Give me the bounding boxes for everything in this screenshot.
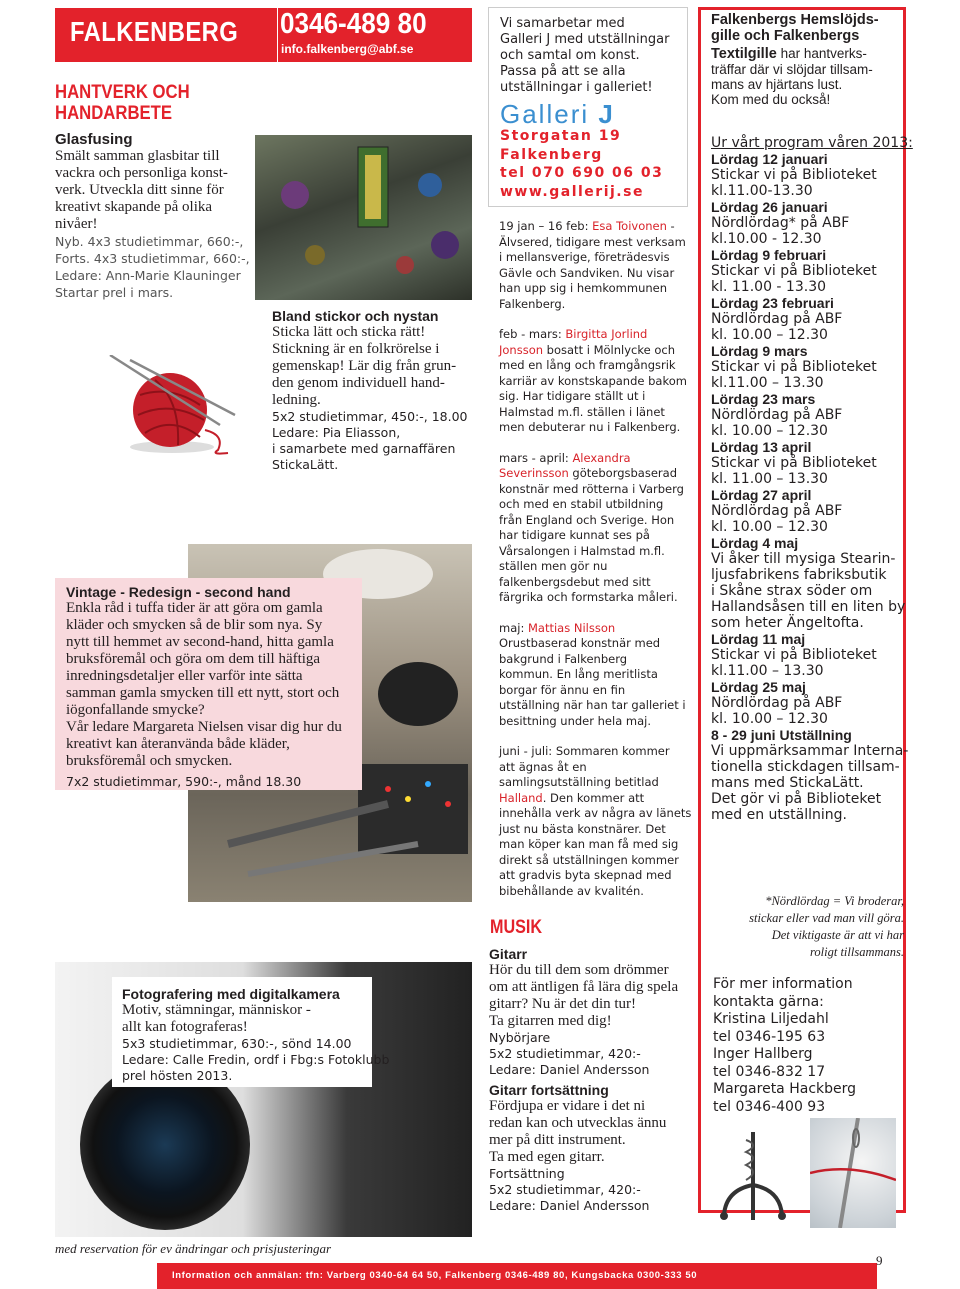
course-info: i samarbete med garnaffären: [272, 441, 456, 456]
program-date: Lördag 11 maj: [711, 631, 806, 647]
galleri-address: [500, 127, 663, 201]
course-text: Motiv, stämningar, människor -: [122, 1002, 311, 1018]
course-text: kläder och smycken så de blir som nya. Sy: [66, 617, 323, 633]
course-glasfusing: [55, 131, 250, 301]
course-text: bruksföremål och göra om dem till häftiga: [66, 651, 321, 667]
exhibition-line: maj: Mattias Nilsson: [499, 620, 616, 635]
course-info: 7x2 studietimmar, 590:-, månd 18.30: [66, 774, 302, 789]
exhibition-line: besittning under hela maj.: [499, 713, 652, 728]
course-text: ledning.: [272, 392, 321, 408]
exhibition-line: man köper kan man få med sig: [499, 837, 679, 851]
page-title: FALKENBERG: [70, 16, 239, 47]
course-info: Fortsättning: [489, 1166, 565, 1181]
contact-line: tel 0346-832 17: [713, 1063, 826, 1080]
program-line: Stickar vi på Biblioteket: [711, 167, 877, 183]
course-info: 5x2 studietimmar, 420:-: [489, 1046, 641, 1061]
program-line: med en utställning.: [711, 807, 848, 823]
course-info: Ledare: Ann-Marie Klauninger: [55, 268, 241, 283]
contact-line: tel 0346-400 93: [713, 1098, 826, 1115]
program-line: Stickar vi på Biblioteket: [711, 263, 877, 279]
section-title-line: HANTVERK OCH: [55, 82, 190, 103]
program-line: ljusfabrikens fabriksbutik: [711, 567, 887, 583]
program-date: 8 - 29 juni Utställning: [711, 727, 852, 743]
galleri-intro-line: Passa på att se alla: [500, 64, 626, 79]
program-line: kl.11.00-13.30: [711, 183, 813, 199]
exhibition-line: att gradvis byta skepnad med: [499, 868, 672, 882]
course-title: Fotografering med digitalkamera: [122, 986, 340, 1002]
program-date: Lördag 23 februari: [711, 295, 834, 311]
course-text: nytt till hemmet av second-hand, hitta gamla: [66, 634, 334, 650]
note-line: Det viktigaste är att vi har: [771, 928, 904, 942]
program-line: kl.10.00 - 12.30: [711, 231, 822, 247]
hemslojd-sub-line: Textilgille har hantverks-: [711, 46, 867, 62]
course-text: vackra och personliga konst-: [55, 165, 228, 181]
course-title: Glasfusing: [55, 131, 133, 148]
hemslojd-sub-line: träffar där vi slöjdar tillsam-: [711, 62, 873, 77]
course-title: Gitarr fortsättning: [489, 1082, 609, 1098]
course-text: Fördjupa er vidare i det ni: [489, 1098, 646, 1114]
program-date: Lördag 4 maj: [711, 535, 799, 551]
artist-name: Birgitta Jorlind: [565, 327, 648, 341]
exhibition-line: i mellansverige, företrädesvis: [499, 250, 670, 264]
galleri-intro-line: Galleri J med utställningar: [500, 32, 670, 47]
section-title: [55, 82, 190, 124]
program-line: Stickar vi på Biblioteket: [711, 647, 877, 663]
course-text: Sticka lätt och sticka rätt!: [272, 324, 426, 340]
program-line: Stickar vi på Biblioteket: [711, 359, 877, 375]
program-line: som heter Ängeltofta.: [711, 615, 864, 631]
program-line: Vi åker till mysiga Stearin-: [711, 551, 896, 567]
course-text: nivåer!: [55, 216, 98, 232]
exhibition-line: bakgrund i Falkenberg: [499, 651, 628, 666]
note-line: *Nördlördag = Vi broderar,: [765, 894, 904, 908]
program-line: Nördlördag på ABF: [711, 695, 843, 711]
program-date: Lördag 9 mars: [711, 343, 808, 359]
exhibition-line: innehålla verk av några av länets: [499, 806, 692, 820]
course-foto: [122, 986, 389, 1084]
program-list: [711, 135, 913, 823]
contact-line: tel 0346-195 63: [713, 1028, 826, 1045]
course-stickor: [272, 308, 468, 473]
exhibition-line: ställen men gör nu: [499, 559, 608, 573]
galleri-address-line: Falkenberg: [500, 146, 603, 163]
exhibition-line: Halmstad m.fl. ställen i länet: [499, 404, 665, 419]
exhibition-line: bibehållande av kvalitén.: [499, 883, 644, 898]
artist-name: Jonsson: [499, 342, 544, 357]
footer-info: Information och anmälan: tfn: Varberg 0340-64 64 50, Falkenberg 0346-489 80, Kungsbacka 0300-333 50: [172, 1270, 698, 1281]
galleri-website-link[interactable]: www.gallerij.se: [500, 183, 644, 200]
artist-name: Mattias Nilsson: [527, 620, 616, 635]
program-date: Lördag 26 januari: [711, 199, 828, 215]
musik-heading: MUSIK: [490, 917, 543, 938]
course-text: Vår ledare Margareta Nielsen visar dig hur du: [66, 719, 342, 735]
exhibition-name: Halland: [499, 790, 543, 805]
course-text: Hör du till dem som drömmer: [489, 962, 669, 978]
nordlordag-note: [700, 893, 904, 961]
course-text: allt kan fotograferas!: [122, 1019, 248, 1035]
exhibition-line: konstnär med rötterna i Varberg: [499, 481, 684, 496]
section-title-line: HANDARBETE: [55, 103, 173, 124]
exhibition-line: men debuterar nu i Falkenberg.: [499, 420, 681, 434]
contact-line: Inger Hallberg: [713, 1046, 813, 1062]
program-date: Lördag 9 februari: [711, 247, 827, 263]
hemslojd-sub-line: mans av hjärtans lust.: [711, 77, 843, 92]
exhibition-line: just nu bästa konstnärer. Det: [499, 821, 666, 836]
exhibition-line: Orustbaserad konstnär med: [499, 636, 661, 650]
exhibition-line: Jonsson bosatt i Mölnlycke och: [499, 342, 675, 357]
exhibition-line: Severinsson göteborgsbaserad: [499, 466, 677, 480]
program-date: Lördag 25 maj: [711, 679, 806, 695]
exhibition-line: och med en stabil utbildning: [499, 497, 664, 511]
course-text: samman gamla smycken till ett nytt, stort och: [66, 685, 340, 701]
hemslojd-welcome: Kom med du också!: [711, 92, 831, 107]
exhibition-line: utställning när han tar galleriet i: [499, 698, 686, 712]
program-line: i Skåne strax söder om: [711, 583, 873, 599]
exhibition-line: att ägnas åt en: [499, 759, 587, 774]
program-line: kl. 10.00 – 12.30: [711, 327, 828, 343]
course-text: inredningsdetaljer eller varför inte sätta: [66, 668, 303, 684]
course-title: Gitarr: [489, 946, 528, 962]
program-line: kl.11.00 – 13.30: [711, 375, 824, 391]
program-date: Lördag 27 april: [711, 487, 812, 503]
craft-tool-image: [716, 1130, 791, 1222]
program-date: Lördag 12 januari: [711, 151, 828, 167]
exhibition-line: från England och Sverige. Hon: [499, 512, 675, 527]
reservation-note: med reservation för ev ändringar och prisjusteringar: [55, 1241, 332, 1256]
galleri-logo: [500, 99, 615, 130]
email-link[interactable]: info.falkenberg@abf.se: [281, 42, 414, 56]
course-text: Ta med egen gitarr.: [489, 1149, 605, 1165]
course-info: prel hösten 2013.: [122, 1068, 233, 1083]
course-info: Nybörjare: [489, 1030, 551, 1045]
exhibition-line: sig. Har tidigare ställt ut i: [499, 389, 646, 403]
glass-jewelry-photo: [255, 135, 472, 300]
course-info: Nyb. 4x3 studietimmar, 660:-,: [55, 234, 244, 249]
course-info: Ledare: Pia Eliasson,: [272, 425, 401, 440]
course-info: Forts. 4x3 studietimmar, 660:-,: [55, 251, 250, 266]
program-date: Lördag 23 mars: [711, 391, 816, 407]
course-text: Smält samman glasbitar till: [55, 148, 220, 164]
program-line: Stickar vi på Biblioteket: [711, 455, 877, 471]
hemslojd-title-line: Falkenbergs Hemslöjds-: [711, 12, 879, 28]
note-line: stickar eller vad man vill göra.: [749, 911, 904, 925]
yarn-ball-image: [100, 355, 240, 455]
galleri-intro-line: Vi samarbetar med: [500, 16, 625, 31]
exhibition-line: direkt så utställningen kommer: [499, 852, 679, 867]
hemslojd-title-line: gille och Falkenbergs: [711, 28, 860, 44]
contact-line: Kristina Liljedahl: [713, 1011, 829, 1027]
course-text: mer på ditt instrument.: [489, 1132, 626, 1148]
needle-thread-image: [810, 1118, 896, 1228]
program-line: kl.11.00 – 13.30: [711, 663, 824, 679]
exhibition-line: Falkenberg.: [499, 296, 566, 311]
exhibition-line: kommun. En lång meritlista: [499, 667, 658, 681]
course-title: Vintage - Redesign - second hand: [66, 584, 291, 600]
galleri-exhibitions: [499, 219, 691, 899]
course-title: Bland stickor och nystan: [272, 308, 439, 324]
exhibition-line: färgrika och formstarka måleri.: [499, 590, 678, 604]
exhibition-line: borgar för ännu en fin: [499, 682, 626, 697]
course-info: Startar prel i mars.: [55, 285, 174, 300]
artist-name: Esa Toivonen: [592, 219, 667, 233]
program-line: mans med StickaLätt.: [711, 775, 864, 791]
course-text: gitarr? Nu är det din tur!: [489, 996, 637, 1012]
artist-name: Severinsson: [499, 466, 569, 480]
program-line: kl. 10.00 – 12.30: [711, 519, 828, 535]
exhibition-line: Vårsalongen i Halmstad m.fl.: [499, 543, 665, 558]
course-text: om att äntligen få lära dig spela: [489, 979, 679, 995]
course-text: verk. Utveckla ditt sinne för: [55, 182, 224, 198]
note-line: roligt tillsammans.: [810, 945, 904, 959]
galleri-intro-line: och samtal om konst.: [500, 48, 640, 63]
course-text: den genom individuell hand-: [272, 375, 445, 391]
program-title: Ur vårt program våren 2013:: [711, 135, 913, 151]
program-line: kl. 10.00 – 12.30: [711, 711, 828, 727]
program-line: tionella stickdagen tillsam-: [711, 759, 900, 775]
exhibition-line: Gävle och Sandviken. Nu visar: [499, 265, 675, 280]
exhibition-line: feb - mars: Birgitta Jorlind: [499, 327, 648, 341]
galleri-intro: [500, 16, 669, 96]
program-line: Nördlördag* på ABF: [711, 215, 850, 231]
phone-number: 0346-489 80: [280, 8, 427, 40]
galleri-address-line: Storgatan 19: [500, 128, 622, 144]
course-text: kreativt kan återanvända både kläder,: [66, 736, 290, 752]
galleri-address-line: tel 070 690 06 03: [500, 165, 664, 181]
course-info: StickaLätt.: [272, 457, 339, 472]
exhibition-line: Halland. Den kommer att: [499, 790, 645, 805]
galleri-name: Galleri: [500, 99, 599, 129]
program-line: kl. 11.00 – 13.30: [711, 471, 828, 487]
course-text: Stickning är en folkrörelse i: [272, 341, 440, 357]
exhibition-line: mars - april: Alexandra: [499, 450, 631, 465]
program-line: kl. 11.00 - 13.30: [711, 279, 827, 295]
course-text: iögonfallande smycke?: [66, 702, 205, 718]
exhibition-line: han upp sig i hemkommunen: [499, 281, 668, 295]
contact-line: kontakta gärna:: [713, 993, 824, 1010]
program-line: Det gör vi på Biblioteket: [711, 791, 882, 807]
program-line: Vi uppmärksammar Internа-: [711, 743, 909, 759]
contact-info: [713, 976, 856, 1116]
exhibition-line: samlingsutställning betitlad: [499, 775, 659, 789]
artist-name: Alexandra: [572, 450, 631, 465]
course-info: 5x2 studietimmar, 420:-: [489, 1182, 641, 1197]
course-info: Ledare: Calle Fredin, ordf i Fbg:s Fotoklubb: [122, 1052, 390, 1067]
course-text: Enkla råd i tuffa tider är att göra om gamla: [66, 600, 323, 616]
course-text: bruksföremål och smycken.: [66, 753, 233, 769]
course-text: Ta gitarren med dig!: [489, 1013, 612, 1029]
program-line: Nördlördag på ABF: [711, 311, 843, 327]
course-info: 5x3 studietimmar, 630:-, sönd 14.00: [122, 1036, 352, 1051]
course-text: gemenskap! Lär dig från grun-: [272, 358, 457, 374]
contact-line: För mer information: [713, 976, 853, 992]
course-text: redan kan och utvecklas ännu: [489, 1115, 667, 1131]
contact-line: Margareta Hackberg: [713, 1081, 857, 1097]
exhibition-line: 19 jan – 16 feb: Esa Toivonen -: [499, 219, 675, 233]
course-gitarr: [489, 946, 678, 1214]
program-line: kl. 10.00 – 12.30: [711, 423, 828, 439]
exhibition-line: karriär av konstskapande bakom: [499, 373, 687, 388]
exhibition-line: har tidigare kunnat ses på: [499, 528, 650, 542]
exhibition-line: juni - juli: Sommaren kommer: [499, 744, 670, 758]
program-line: Nördlördag på ABF: [711, 503, 843, 519]
exhibition-line: Älvsered, tidigare mest verksam: [499, 234, 686, 249]
page-number: 9: [876, 1253, 883, 1268]
course-info: Ledare: Daniel Andersson: [489, 1062, 650, 1077]
course-text: kreativt skapande på olika: [55, 199, 213, 215]
course-info: 5x2 studietimmar, 450:-, 18.00: [272, 409, 468, 424]
course-vintage: [66, 584, 342, 794]
galleri-intro-line: utställningar i galleriet!: [500, 80, 653, 95]
course-info: Ledare: Daniel Andersson: [489, 1198, 650, 1213]
exhibition-line: falkenbergsdebut med sitt: [499, 574, 651, 589]
hemslojd-intro: [711, 12, 879, 107]
program-line: Nördlördag på ABF: [711, 407, 843, 423]
program-line: Hallandsåsen till en liten by: [711, 599, 906, 615]
galleri-name-j: J: [598, 99, 615, 129]
program-date: Lördag 13 april: [711, 439, 812, 455]
exhibition-line: med en lång och framgångsrik: [499, 358, 676, 372]
